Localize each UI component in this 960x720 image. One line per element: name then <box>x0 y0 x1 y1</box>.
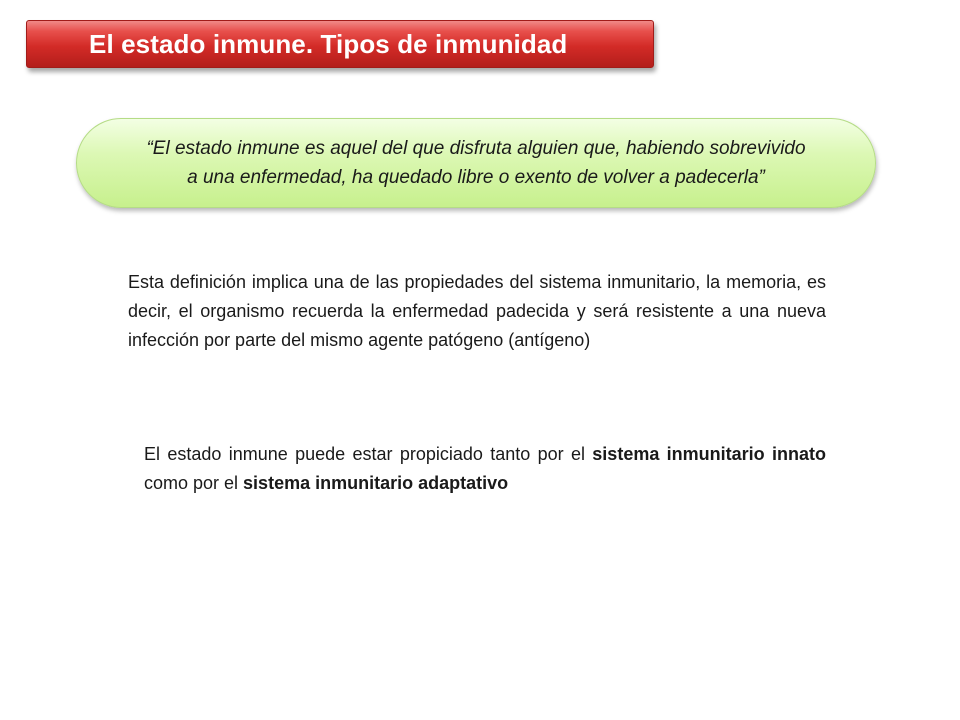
adaptive-system-term: sistema inmunitario adaptativo <box>243 473 509 493</box>
title-banner <box>26 20 654 68</box>
immune-state-text-2: como por el <box>144 473 244 493</box>
definition-paragraph: Esta definición implica una de las propiedades del sistema inmunitario, la memoria, es decir, el organismo recuerda la enfermedad padecida y será resistente a una nueva infección por parte del mismo agente patógeno (antígeno) <box>128 272 826 350</box>
quote-line-2: a una enfermedad, ha quedado libre o exento de volver a padecerla” <box>187 167 765 188</box>
quote-box <box>76 118 876 208</box>
immune-state-text-1: El estado inmune puede estar propiciado tanto por el <box>144 444 593 464</box>
innate-system-term: sistema inmunitario innato <box>592 444 826 464</box>
quote-line-1: “El estado inmune es aquel del que disfruta alguien que, habiendo sobrevivido <box>146 138 806 159</box>
slide-title: El estado inmune. Tipos de inmunidad <box>89 28 568 59</box>
quote-text <box>146 134 805 192</box>
immune-state-paragraph <box>144 440 826 498</box>
